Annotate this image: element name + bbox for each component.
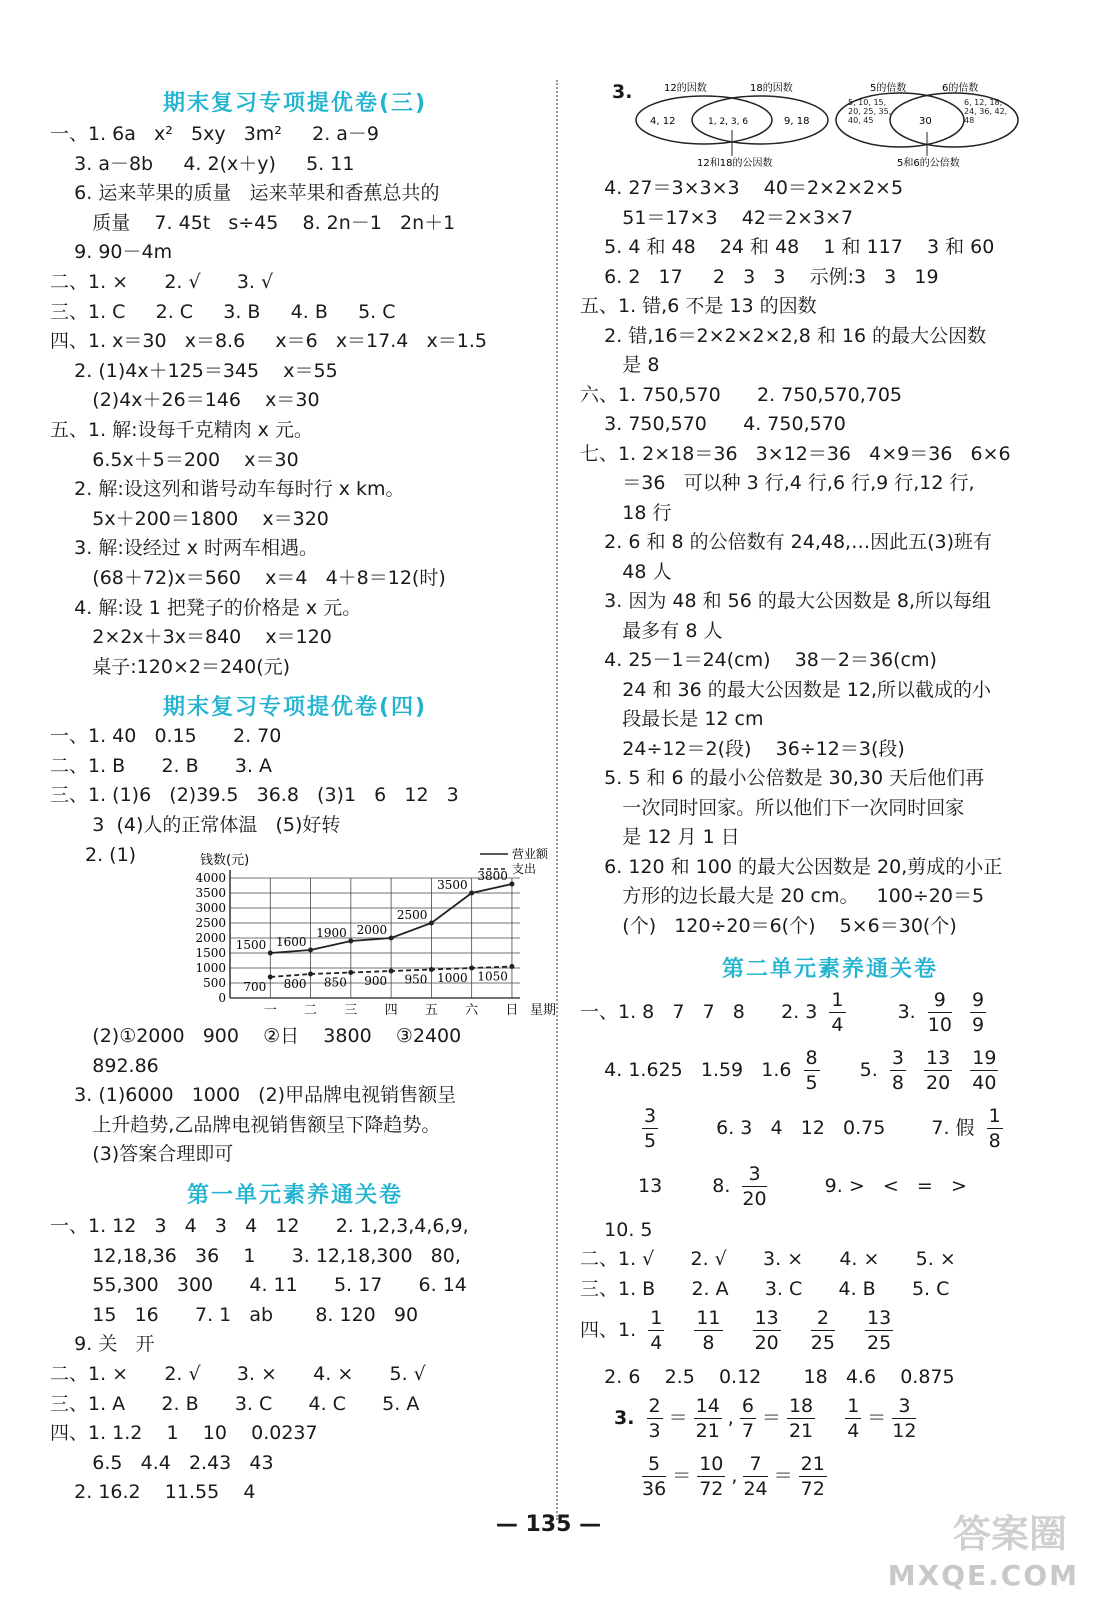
x-tick-label: 六 bbox=[465, 1003, 479, 1018]
data-label: 800 bbox=[283, 977, 307, 991]
answer-line: 3. 解:设经过 x 时两车相遇。 bbox=[50, 537, 319, 560]
answer-line: 三、1. C 2. C 3. B 4. B 5. C bbox=[50, 300, 396, 323]
fraction: $\frac{1}{4}$ bbox=[650, 1307, 663, 1354]
answer-line: 3. (1)6000 1000 (2)甲品牌电视销售额呈 bbox=[50, 1084, 457, 1106]
answer-line: 一、1. 40 0.15 2. 70 bbox=[50, 725, 282, 747]
answer-line: 最多有 8 人 bbox=[580, 619, 723, 642]
data-point bbox=[308, 948, 313, 953]
venn-region: 30 bbox=[919, 116, 932, 127]
column-divider bbox=[556, 80, 558, 1520]
legend-label: 营业额 bbox=[512, 848, 549, 861]
venn-region: 5, 10, 15, 20, 25, 35, 40, 45 bbox=[848, 98, 892, 125]
y-tick-label: 2500 bbox=[195, 916, 226, 930]
x-tick-label: 五 bbox=[424, 1003, 438, 1018]
section-title: 第一单元素养通关卷 bbox=[186, 1183, 403, 1208]
answer-line: 3 (4)人的正常体温 (5)好转 bbox=[50, 813, 341, 836]
answer-text: 9. > < = > bbox=[824, 1175, 967, 1197]
data-label: 1900 bbox=[316, 926, 347, 940]
answer-text: 3. bbox=[614, 1407, 635, 1429]
fraction: $\frac{1}{8}$ bbox=[988, 1105, 1001, 1152]
data-point bbox=[348, 939, 353, 944]
y-tick-label: 1000 bbox=[195, 961, 226, 975]
answer-row: $\frac{5}{36}$ ＝ $\frac{10}{72}$ , $\frac{7}{24}$ ＝ $\frac{21}{72}$ bbox=[642, 1453, 825, 1500]
watermark-logo: 答案圈 bbox=[952, 1512, 1067, 1556]
y-axis-label: 钱数(元) bbox=[200, 853, 250, 868]
answer-row bbox=[580, 988, 992, 1037]
answer-line: 5x＋200＝1800 x＝320 bbox=[50, 507, 329, 530]
y-tick-label: 500 bbox=[203, 976, 226, 990]
answer-line: 51＝17×3 42＝2×3×7 bbox=[580, 206, 854, 229]
data-point bbox=[268, 951, 273, 956]
fraction: $\frac{13}{20}$ bbox=[754, 1307, 779, 1354]
fraction: $\frac{3}{20}$ bbox=[742, 1163, 767, 1210]
fraction: $\frac{13}{20}$ bbox=[926, 1047, 951, 1094]
fraction: $\frac{3}{12}$ bbox=[892, 1395, 917, 1442]
fraction: $\frac{6}{7}$ bbox=[741, 1395, 754, 1442]
y-tick-label: 3500 bbox=[195, 886, 226, 900]
data-label: 1000 bbox=[437, 971, 468, 985]
answer-line: 四、1. 1.2 1 10 0.0237 bbox=[50, 1422, 318, 1445]
answer-line: 15 16 7. 1 ab 8. 120 90 bbox=[50, 1303, 419, 1326]
answer-row: 2. 6 2.5 0.12 18 4.6 0.875 bbox=[580, 1366, 955, 1388]
data-label: 1050 bbox=[477, 969, 508, 984]
fraction: $\frac{11}{8}$ bbox=[696, 1307, 721, 1354]
data-label: 3500 bbox=[437, 878, 468, 892]
x-tick-label: 日 bbox=[505, 1003, 519, 1018]
answer-text: 7. 假 bbox=[931, 1117, 975, 1139]
answer-line: 4. 解:设 1 把凳子的价格是 x 元。 bbox=[50, 596, 362, 619]
fraction: $\frac{19}{40}$ bbox=[972, 1047, 997, 1094]
answer-line: 24÷12＝2(段) 36÷12＝3(段) bbox=[580, 737, 905, 760]
section-title: 第二单元素养通关卷 bbox=[721, 957, 938, 982]
answer-row bbox=[580, 1306, 899, 1355]
answer-line: 一次同时回家。所以他们下一次同时回家 bbox=[580, 796, 965, 819]
answer-line: 4. 27＝3×3×3 40＝2×2×2×5 bbox=[580, 177, 904, 199]
answer-line: 一、1. 12 3 4 3 4 12 2. 1,2,3,4,6,9, bbox=[50, 1215, 469, 1237]
answer-line: 质量 7. 45t s÷45 8. 2n－1 2n＋1 bbox=[50, 211, 456, 234]
fraction: $\frac{9}{10}$ bbox=[927, 989, 952, 1036]
answer-text: 8. bbox=[712, 1175, 731, 1197]
venn-label: 6的倍数 bbox=[942, 83, 979, 94]
answer-text: 3. bbox=[897, 1001, 916, 1023]
venn-region: 1, 2, 3, 6 bbox=[708, 117, 749, 127]
fraction: $\frac{8}{5}$ bbox=[805, 1047, 818, 1094]
answer-row bbox=[580, 1046, 1004, 1095]
answer-line: ＝36 可以种 3 行,4 行,6 行,9 行,12 行, bbox=[580, 472, 975, 494]
fraction: $\frac{1}{4}$ bbox=[831, 989, 844, 1036]
chart-question-label: 2. (1) bbox=[85, 844, 137, 866]
x-tick-label: 三 bbox=[344, 1003, 358, 1018]
answer-line: (68＋72)x＝560 x＝4 4＋8＝12(时) bbox=[50, 567, 446, 589]
answer-text: 13 bbox=[638, 1175, 663, 1197]
data-label: 1600 bbox=[276, 935, 307, 949]
answer-line: 段最长是 12 cm bbox=[580, 708, 764, 730]
answer-line: 2. (1)4x＋125＝345 x＝55 bbox=[50, 359, 338, 382]
x-axis-label: 星期 bbox=[530, 1003, 557, 1018]
data-point bbox=[429, 921, 434, 926]
answer-line: 上升趋势,乙品牌电视销售额呈下降趋势。 bbox=[50, 1113, 441, 1136]
answer-line: 是 8 bbox=[580, 354, 660, 376]
answer-line: 五、1. 解:设每千克精肉 x 元。 bbox=[50, 419, 313, 441]
answer-line: 2. 错,16＝2×2×2×2,8 和 16 的最大公因数 bbox=[580, 324, 987, 347]
answer-line: 五、1. 错,6 不是 13 的因数 bbox=[580, 295, 817, 317]
answer-line: 4. 25－1＝24(cm) 38－2＝36(cm) bbox=[580, 649, 937, 671]
answer-line: 5. 5 和 6 的最小公倍数是 30,30 天后他们再 bbox=[580, 767, 985, 789]
data-label: 2000 bbox=[356, 923, 388, 937]
data-label: 950 bbox=[404, 972, 428, 987]
answer-row bbox=[636, 1104, 1009, 1153]
answer-line: 二、1. B 2. B 3. A bbox=[50, 754, 273, 777]
data-label: 900 bbox=[364, 974, 388, 988]
x-tick-label: 二 bbox=[304, 1003, 318, 1018]
answer-line: 6.5x＋5＝200 x＝30 bbox=[50, 448, 299, 471]
answer-text: 一、1. 8 7 7 8 2. 3 bbox=[580, 1001, 818, 1023]
data-point bbox=[469, 891, 474, 896]
data-label: 2500 bbox=[396, 908, 428, 922]
line-chart bbox=[160, 848, 580, 1023]
fraction: $\frac{2}{3}$ bbox=[648, 1395, 661, 1442]
answer-row: 三、1. B 2. A 3. C 4. B 5. C bbox=[580, 1278, 950, 1300]
data-label: 850 bbox=[323, 975, 347, 990]
data-point bbox=[308, 972, 313, 977]
x-tick-label: 四 bbox=[384, 1003, 398, 1018]
answer-line: (个) 120÷20＝6(个) 5×6＝30(个) bbox=[580, 914, 957, 937]
answer-line: 9. 关 开 bbox=[50, 1333, 155, 1356]
venn-label: 12的因数 bbox=[664, 83, 707, 94]
fraction: $\frac{5}{36}$ bbox=[642, 1453, 667, 1500]
legend-label: 支出 bbox=[512, 862, 537, 876]
answer-line: 48 人 bbox=[580, 560, 672, 583]
y-tick-label: 4000 bbox=[195, 871, 226, 885]
answer-line: (2)4x＋26＝146 x＝30 bbox=[50, 389, 320, 412]
answer-text: 4. 1.625 1.59 1.6 bbox=[580, 1059, 792, 1081]
venn-caption: 12和18的公因数 bbox=[697, 158, 773, 169]
answer-line: 二、1. × 2. √ 3. × 4. × 5. √ bbox=[50, 1363, 426, 1385]
answer-line: 12,18,36 36 1 3. 12,18,300 80, bbox=[50, 1244, 461, 1267]
answer-line: 一、1. 6a x² 5xy 3m² 2. a－9 bbox=[50, 123, 380, 145]
answer-line: 2. 6 和 8 的公倍数有 24,48,…因此五(3)班有 bbox=[580, 531, 993, 553]
answer-line: 2×2x＋3x＝840 x＝120 bbox=[50, 626, 332, 649]
answer-line: 18 行 bbox=[580, 501, 672, 524]
fraction: $\frac{3}{8}$ bbox=[891, 1047, 904, 1094]
fraction: $\frac{9}{9}$ bbox=[971, 989, 985, 1036]
page-number: — 135 — bbox=[495, 1512, 602, 1537]
answer-line: 6.5 4.4 2.43 43 bbox=[50, 1451, 274, 1474]
data-point bbox=[509, 882, 514, 887]
section-title: 期末复习专项提优卷(三) bbox=[162, 91, 428, 116]
data-point bbox=[268, 975, 273, 980]
answer-line: 2. 解:设这列和谐号动车每时行 x km。 bbox=[50, 478, 405, 501]
answer-line: (3)答案合理即可 bbox=[50, 1143, 234, 1165]
fraction: $\frac{18}{21}$ bbox=[788, 1395, 814, 1442]
data-point bbox=[509, 964, 514, 969]
fraction: $\frac{21}{72}$ bbox=[800, 1453, 825, 1500]
data-label: 3800 bbox=[477, 869, 508, 883]
answer-line: 是 12 月 1 日 bbox=[580, 826, 740, 848]
answer-line: 3. 因为 48 和 56 的最大公因数是 8,所以每组 bbox=[580, 590, 992, 612]
answer-row: 二、1. √ 2. √ 3. × 4. × 5. × bbox=[580, 1248, 956, 1270]
answer-row: 3. $\frac{2}{3}$ ＝ $\frac{14}{21}$ , $\frac{6}{7}$ ＝ $\frac{18}{21}$ $\frac{1}{4}$ ＝ $\frac{3}{12}$ bbox=[614, 1395, 917, 1442]
question-number: 3. bbox=[612, 81, 633, 103]
data-point bbox=[469, 966, 474, 971]
answer-line: 5. 4 和 48 24 和 48 1 和 117 3 和 60 bbox=[580, 236, 995, 258]
answer-line: 三、1. A 2. B 3. C 4. C 5. A bbox=[50, 1392, 420, 1415]
watermark: MXQE.COM bbox=[887, 1559, 1079, 1592]
answer-line: 二、1. × 2. √ 3. √ bbox=[50, 271, 274, 293]
data-point bbox=[389, 936, 394, 941]
venn-label: 5的倍数 bbox=[870, 83, 907, 94]
venn-diagram-factors bbox=[632, 80, 832, 170]
venn-caption: 5和6的公倍数 bbox=[897, 158, 960, 169]
y-tick-label: 0 bbox=[218, 991, 226, 1005]
answer-line: 3. a－8b 4. 2(x＋y) 5. 11 bbox=[50, 152, 355, 175]
venn-region: 6, 12, 18, 24, 36, 42, 48 bbox=[964, 98, 1008, 125]
answer-line: 24 和 36 的最大公因数是 12,所以截成的小 bbox=[580, 678, 992, 701]
data-label: 700 bbox=[243, 980, 267, 994]
answer-line: 方形的边长最大是 20 cm。 100÷20＝5 bbox=[580, 885, 985, 907]
answer-line: 三、1. (1)6 (2)39.5 36.8 (3)1 6 12 3 bbox=[50, 784, 459, 806]
answer-line: 9. 90－4m bbox=[50, 241, 173, 264]
data-point bbox=[429, 967, 434, 972]
data-point bbox=[389, 969, 394, 974]
section-title: 期末复习专项提优卷(四) bbox=[162, 695, 428, 720]
answer-line: 892.86 bbox=[50, 1054, 159, 1077]
venn-diagram-multiples bbox=[832, 80, 1022, 170]
answer-line: 6. 2 17 2 3 3 示例:3 3 19 bbox=[580, 265, 939, 288]
x-tick-label: 一 bbox=[263, 1003, 277, 1018]
answer-text: 四、1. bbox=[580, 1319, 637, 1341]
answer-line: (2)①2000 900 ②日 3800 ③2400 bbox=[50, 1025, 462, 1047]
venn-region: 9, 18 bbox=[784, 116, 810, 127]
y-tick-label: 1500 bbox=[195, 946, 226, 960]
answer-line: 桌子:120×2＝240(元) bbox=[50, 655, 291, 678]
answer-line: 3. 750,570 4. 750,570 bbox=[580, 413, 846, 435]
fraction: $\frac{10}{72}$ bbox=[699, 1453, 724, 1500]
answer-text: 6. 3 4 12 0.75 bbox=[716, 1117, 886, 1139]
answer-line: 2. 16.2 11.55 4 bbox=[50, 1481, 256, 1504]
fraction: $\frac{7}{24}$ bbox=[743, 1453, 768, 1500]
answer-row: 10. 5 bbox=[580, 1219, 653, 1241]
answer-row bbox=[638, 1162, 967, 1211]
venn-region: 4, 12 bbox=[650, 116, 676, 127]
fraction: $\frac{13}{25}$ bbox=[867, 1307, 892, 1354]
fraction: $\frac{1}{4}$ bbox=[847, 1395, 860, 1442]
answer-line: 六、1. 750,570 2. 750,570,705 bbox=[580, 383, 903, 406]
y-tick-label: 3000 bbox=[195, 901, 226, 915]
fraction: $\frac{3}{5}$ bbox=[644, 1105, 657, 1152]
answer-text: 5. bbox=[859, 1059, 878, 1081]
fraction: $\frac{14}{21}$ bbox=[695, 1395, 720, 1442]
y-tick-label: 2000 bbox=[195, 931, 226, 945]
data-label: 1500 bbox=[235, 938, 267, 952]
answer-line: 55,300 300 4. 11 5. 17 6. 14 bbox=[50, 1274, 467, 1297]
answer-line: 七、1. 2×18＝36 3×12＝36 4×9＝36 6×6 bbox=[580, 442, 1011, 465]
answer-line: 6. 运来苹果的质量 运来苹果和香蕉总共的 bbox=[50, 182, 440, 205]
venn-label: 18的因数 bbox=[750, 83, 793, 94]
fraction: $\frac{2}{25}$ bbox=[810, 1307, 835, 1354]
data-point bbox=[348, 970, 353, 975]
answer-line: 四、1. x＝30 x＝8.6 x＝6 x＝17.4 x＝1.5 bbox=[50, 330, 487, 353]
answer-line: 6. 120 和 100 的最大公因数是 20,剪成的小正 bbox=[580, 855, 1003, 878]
